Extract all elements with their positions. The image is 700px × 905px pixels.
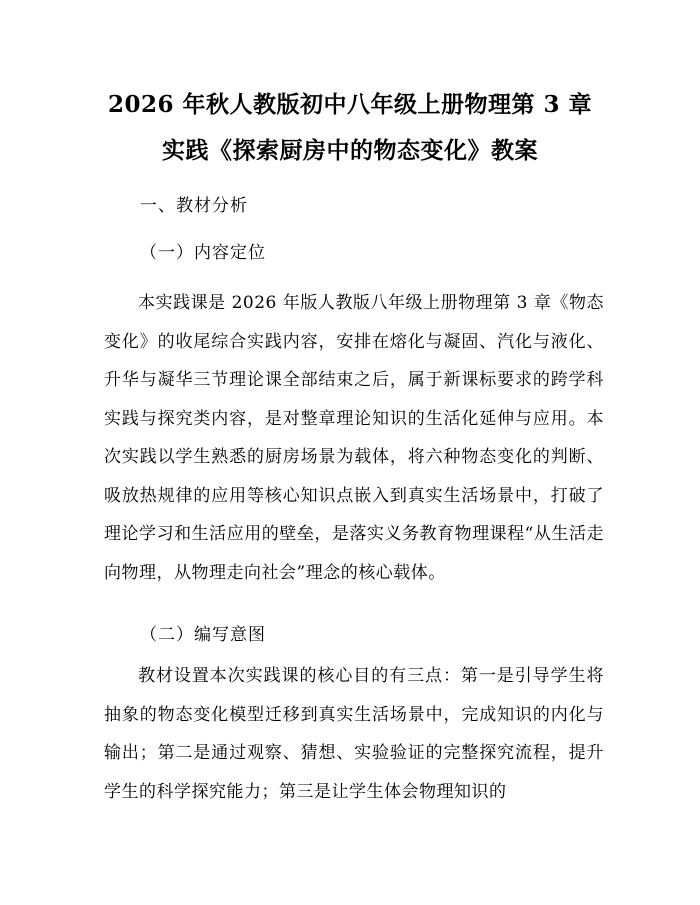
subsection-heading-writing-intent: （二）编写意图 bbox=[140, 625, 266, 645]
paragraph-writing-intent: 教材设置本次实践课的核心目的有三点：第一是引导学生将抽象的物态变化模型迁移到真实生活场景中，完成知识的内化与输出；第二是通过观察、猜想、实验验证的完整探究流程，提升学生的科学探究能力；第三是让学生体会物理知识的 bbox=[104, 666, 604, 802]
document-title-line-2: 实践《探索厨房中的物态变化》教案 bbox=[162, 137, 538, 164]
document-title-line-1: 2026 年秋人教版初中八年级上册物理第 3 章 bbox=[107, 91, 593, 118]
section-heading-textbook-analysis: 一、教材分析 bbox=[140, 196, 248, 216]
subsection-heading-content-positioning: （一）内容定位 bbox=[140, 243, 266, 263]
paragraph-content-positioning: 本实践课是 2026 年版人教版八年级上册物理第 3 章《物态变化》的收尾综合实践内容，安排在熔化与凝固、汽化与液化、升华与凝华三节理论课全部结束之后，属于新课标要求的跨学科实践与探究类内容，是对整章理论知识的生活化延伸与应用。本次实践以学生熟悉的厨房场景为载体，将六种物态变化的判断、吸放热规律的应用等核心知识点嵌入到真实生活场景中，打破了理论学习和生活应用的壁垒，是落实义务教育物理课程“从生活走向物理，从物理走向社会”理念的核心载体。 bbox=[104, 293, 604, 583]
